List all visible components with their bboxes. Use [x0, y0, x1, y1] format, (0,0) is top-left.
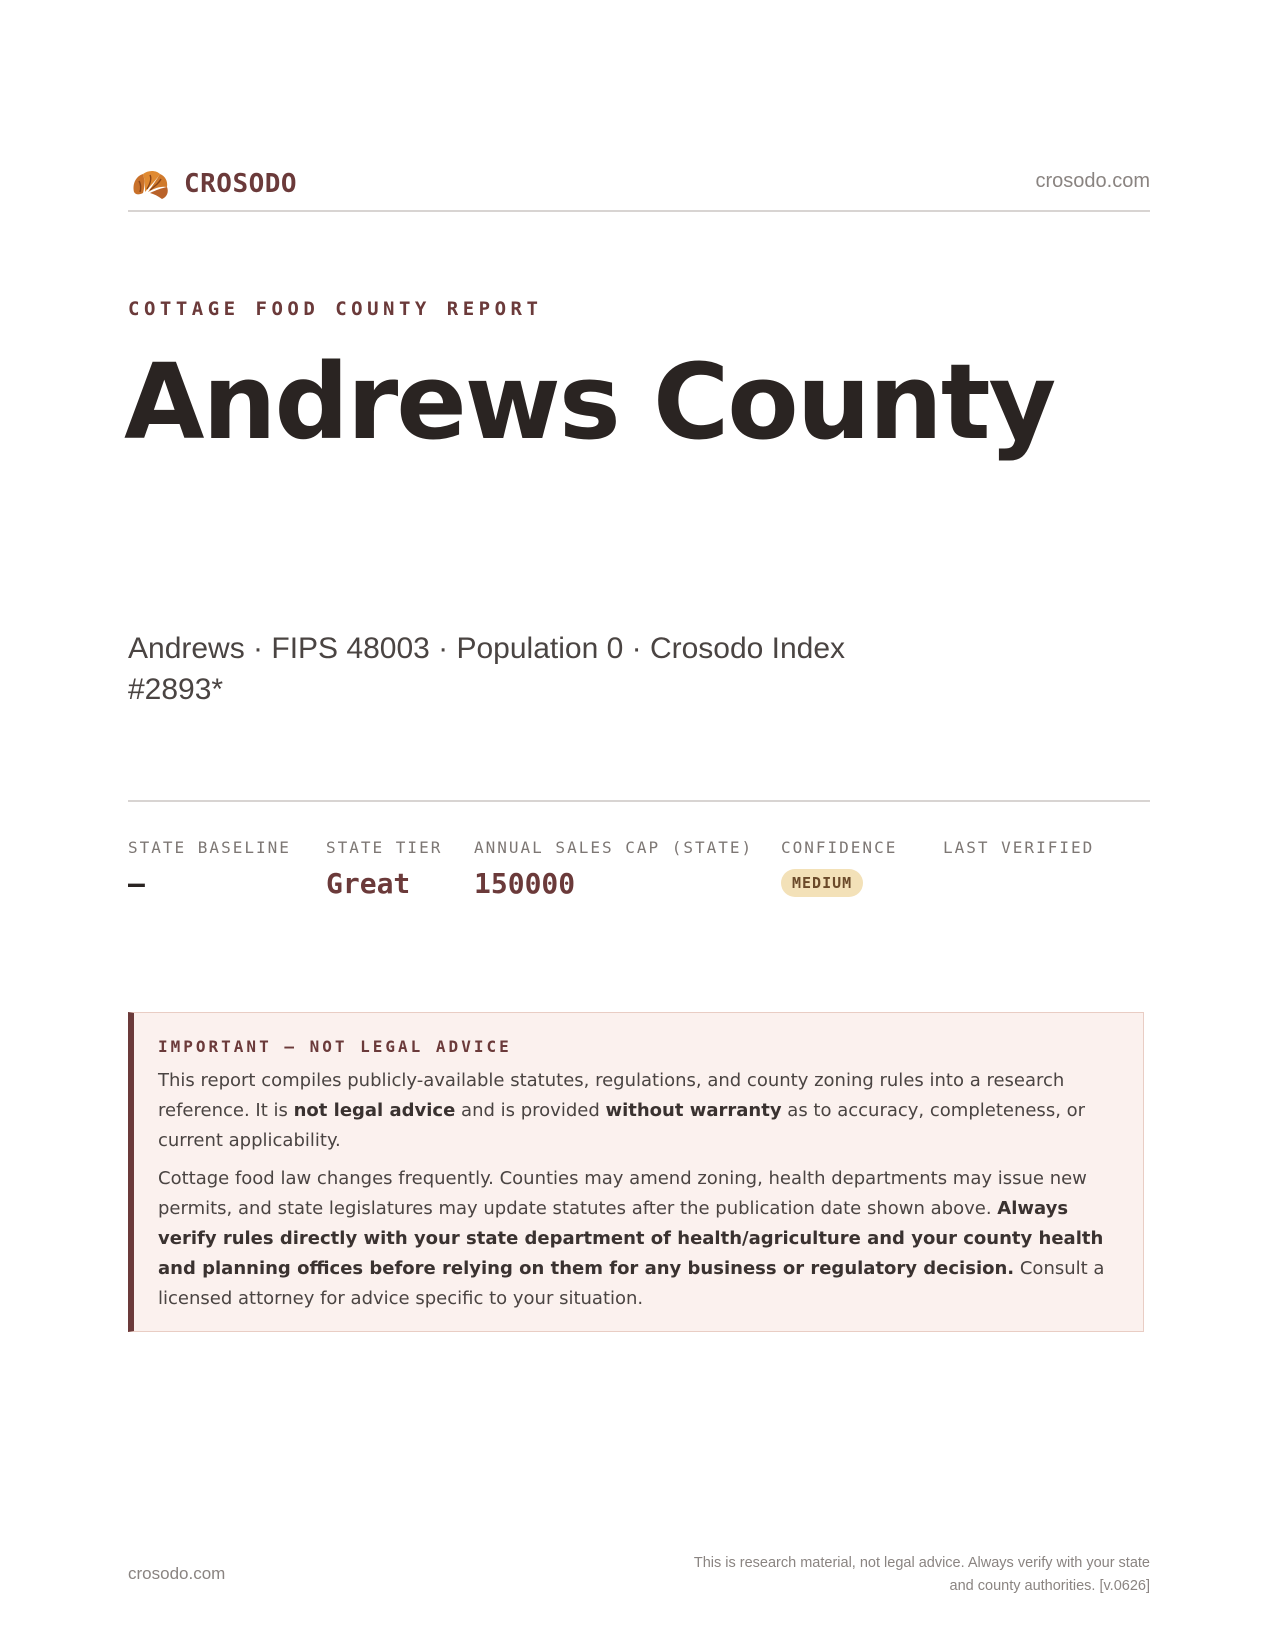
- report-eyebrow: COTTAGE FOOD COUNTY REPORT: [128, 298, 543, 320]
- croissant-icon: [128, 162, 172, 206]
- confidence-badge: MEDIUM: [781, 869, 863, 897]
- brand[interactable]: [128, 162, 297, 206]
- notice-text: This report compiles publicly-available statutes, regulations, and county zoning rules into a research reference. It is: [158, 1070, 1065, 1121]
- stat-sales-cap: [474, 838, 753, 905]
- stat-confidence: [781, 838, 897, 897]
- county-subtitle: Andrews · FIPS 48003 · Population 0 · Crosodo Index #2893*: [128, 632, 846, 706]
- stat-state-tier: [326, 838, 442, 905]
- stat-value: [943, 867, 1094, 905]
- notice-paragraph: [158, 1164, 1115, 1314]
- footer-site-link[interactable]: crosodo.com: [128, 1564, 226, 1583]
- stat-label: ANNUAL SALES CAP (STATE): [474, 838, 754, 857]
- notice-text: Consult a licensed attorney for advice specific to your situation.: [158, 1258, 1105, 1309]
- stat-value: 150000: [474, 867, 576, 900]
- notice-emphasis: without warranty: [605, 1100, 782, 1121]
- stat-label: STATE TIER: [326, 838, 443, 857]
- notice-emphasis: not legal advice: [293, 1100, 456, 1121]
- header-divider: [128, 210, 1150, 212]
- notice-text: as to accuracy, completeness, or current applicability.: [158, 1100, 1086, 1151]
- page-title: Andrews County: [124, 341, 1055, 463]
- notice-title: IMPORTANT — NOT LEGAL ADVICE: [158, 1037, 512, 1056]
- stat-label: STATE BASELINE: [128, 838, 291, 857]
- stat-last-verified: [943, 838, 1094, 905]
- notice-paragraph: [158, 1066, 1115, 1156]
- footer-disclaimer-line: This is research material, not legal advice. Always verify with your state: [693, 1555, 1150, 1571]
- stat-value: —: [128, 867, 145, 900]
- stat-state-baseline: [128, 838, 291, 905]
- stat-label: CONFIDENCE: [781, 838, 898, 857]
- stat-value: Great: [326, 867, 411, 900]
- notice-text: and is provided: [455, 1100, 606, 1121]
- notice-emphasis: Always verify rules directly with your state department of health/agriculture and your county health and planning offices before relying on them for any business or regulatory decision.: [158, 1198, 1104, 1279]
- stats-divider: [128, 800, 1150, 802]
- legal-notice: [128, 1012, 1144, 1332]
- stat-label: LAST VERIFIED: [943, 838, 1095, 857]
- report-page: [124, 0, 1150, 1650]
- page-header: [128, 158, 1150, 210]
- brand-name: CROSODO: [184, 169, 298, 199]
- footer-disclaimer-line: and county authorities. [v.0626]: [949, 1578, 1150, 1594]
- site-link[interactable]: crosodo.com: [1035, 170, 1150, 192]
- footer-disclaimer: [630, 1552, 1150, 1598]
- notice-text: Cottage food law changes frequently. Counties may amend zoning, health departments may issue new permits, and state legislatures may update statutes after the publication date shown above.: [158, 1168, 1087, 1219]
